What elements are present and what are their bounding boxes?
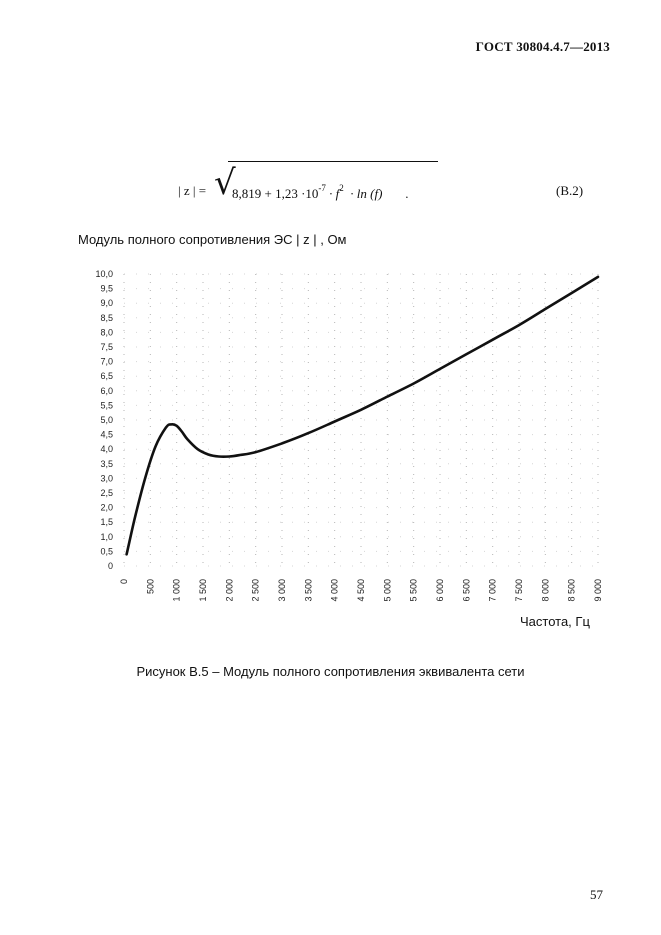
x-tick-label: 500 <box>145 579 156 595</box>
y-tick-label: 9,5 <box>100 283 113 294</box>
y-tick-label: 2,0 <box>100 502 113 513</box>
x-tick-label: 1 500 <box>198 579 208 602</box>
y-tick-label: 0,5 <box>100 546 113 557</box>
figure-caption: Рисунок В.5 – Модуль полного сопротивления эквивалента сети <box>136 664 525 679</box>
y-axis-ticks <box>95 269 113 571</box>
y-tick-label: 5,5 <box>100 400 113 411</box>
formula-lhs: | z | = <box>178 183 207 198</box>
x-tick-label: 2 000 <box>224 579 235 602</box>
y-tick-label: 1,0 <box>100 531 113 542</box>
x-tick-label: 4 500 <box>356 579 366 602</box>
x-tick-label: 7 000 <box>487 579 498 602</box>
x-tick-label: 2 500 <box>250 579 261 602</box>
radical-overbar <box>228 161 438 162</box>
formula-radicand <box>232 183 408 202</box>
standard-header: ГОСТ 30804.4.7—2013 <box>475 39 610 54</box>
x-tick-label: 1 000 <box>171 579 182 602</box>
f-symbol: · f <box>329 186 340 201</box>
y-tick-label: 2,5 <box>100 488 113 498</box>
x-tick-label: 7 500 <box>514 579 524 602</box>
impedance-curve <box>127 277 598 554</box>
y-tick-label: 9,0 <box>100 298 113 309</box>
x-tick-label: 0 <box>119 579 129 585</box>
x-tick-label: 6 000 <box>435 579 445 602</box>
x-tick-label: 4 000 <box>329 579 340 602</box>
ln-part: · ln (f) <box>350 186 383 201</box>
x-axis-unit: Частота, Гц <box>520 614 590 629</box>
page-number: 57 <box>590 887 603 902</box>
x-tick-label: 5 000 <box>382 579 393 602</box>
x-tick-label: 3 000 <box>277 579 287 602</box>
radicand-prefix: 8,819 + 1,23 ·10 <box>232 186 319 201</box>
impedance-chart <box>80 262 610 602</box>
equation-number: (В.2) <box>556 183 584 198</box>
exponent-2: 2 <box>339 183 344 193</box>
formula-dot: . <box>405 186 409 201</box>
y-tick-label: 0 <box>107 561 113 571</box>
y-tick-label: 7,5 <box>100 342 113 352</box>
chart-title: Модуль полного сопротивления ЭС | z | , Ом <box>78 232 347 247</box>
y-tick-label: 4,5 <box>100 429 113 440</box>
x-tick-label: 8 000 <box>540 579 551 602</box>
y-tick-label: 3,5 <box>100 458 113 469</box>
radical-sign: √ <box>214 163 236 203</box>
x-tick-label: 5 500 <box>408 579 419 602</box>
x-tick-label: 8 500 <box>566 579 577 602</box>
y-tick-label: 8,0 <box>100 327 113 338</box>
y-tick-label: 5,0 <box>100 415 113 425</box>
y-tick-label: 7,0 <box>100 356 113 367</box>
y-tick-label: 3,0 <box>100 473 113 484</box>
x-tick-label: 9 000 <box>593 579 603 602</box>
y-tick-label: 6,5 <box>100 371 113 382</box>
x-axis-ticks <box>119 579 603 602</box>
y-tick-label: 6,0 <box>100 385 113 396</box>
x-tick-label: 6 500 <box>461 579 472 602</box>
y-tick-label: 1,5 <box>100 517 113 528</box>
y-tick-label: 10,0 <box>95 269 113 279</box>
y-tick-label: 8,5 <box>100 312 113 323</box>
exponent-1: -7 <box>318 183 326 193</box>
formula-b2 <box>170 150 630 210</box>
chart-grid <box>124 274 598 566</box>
x-tick-label: 3 500 <box>303 579 314 602</box>
y-tick-label: 4,0 <box>100 444 113 455</box>
